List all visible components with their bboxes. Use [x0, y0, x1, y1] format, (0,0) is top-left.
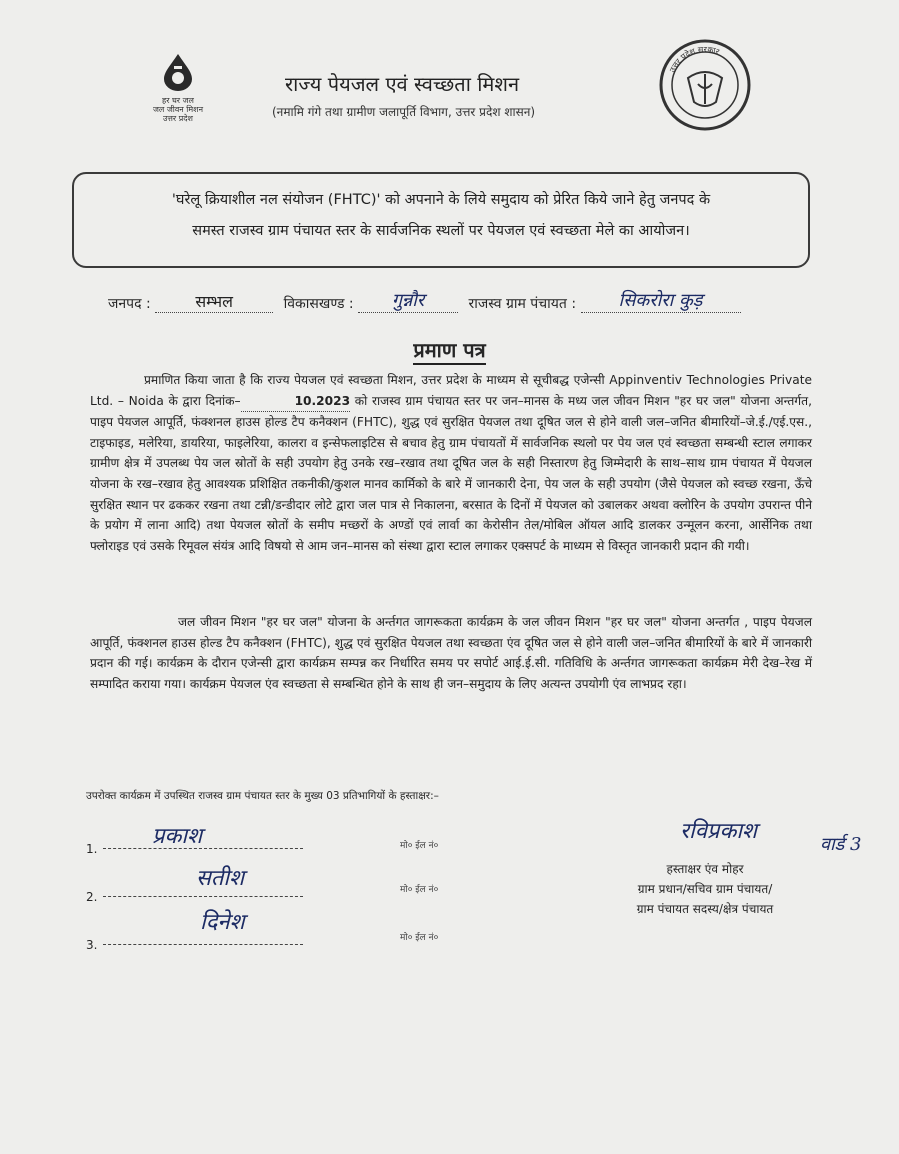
har-ghar-jal-logo	[138, 52, 218, 123]
signature-line	[103, 896, 303, 897]
district-field	[155, 290, 273, 313]
headline-line-2: समस्त राजस्व ग्राम पंचायत स्तर के सार्वजनिक स्थलों पर पेयजल एवं स्वच्छता मेले का आयोजन।	[192, 223, 690, 239]
participant-row-3: 3.	[86, 934, 303, 953]
block-field	[358, 288, 458, 313]
panchayat-value: सिकरोरा कुड़	[618, 290, 703, 311]
svg-text:उत्तर प्रदेश सरकार: उत्तर प्रदेश सरकार	[667, 44, 721, 74]
event-date: 10.2023	[241, 391, 351, 413]
participant-number: 3	[86, 938, 94, 952]
pradhan-signature: रविप्रकाश	[680, 819, 758, 844]
mission-title: राज्य पेयजल एवं स्वच्छता मिशन	[285, 72, 520, 96]
location-fields	[108, 288, 741, 313]
headline-box	[72, 172, 810, 268]
participant-3-signature: दिनेश	[200, 910, 245, 935]
logo-caption: हर घर जल जल जीवन मिशन उत्तर प्रदेश	[152, 96, 204, 123]
participant-row-1: 1.	[86, 838, 303, 857]
water-drop-icon	[160, 52, 196, 92]
participant-1-mobile-label: मो० ईल नं०	[400, 841, 439, 851]
up-government-seal-icon	[658, 38, 752, 132]
signature-line	[103, 848, 303, 849]
district-value: सम्भल	[195, 292, 234, 311]
headline-line-1: 'घरेलू क्रियाशील नल संयोजन (FHTC)' को अपनाने के लिये समुदाय को प्रेरित किये जाने हेतु जनपद के	[171, 192, 711, 208]
panchayat-field	[581, 288, 741, 313]
certificate-title: प्रमाण पत्र	[0, 336, 899, 363]
participant-2-mobile-label: मो० ईल नं०	[400, 885, 439, 895]
signature-caption: हस्ताक्षर एंव मोहर	[666, 862, 744, 876]
participant-1-signature: प्रकाश	[152, 824, 203, 849]
participant-row-2: 2.	[86, 886, 303, 905]
block-value: गुन्नौर	[391, 290, 425, 311]
participant-2-signature: सतीश	[196, 866, 245, 891]
panchayat-label: राजस्व ग्राम पंचायत :	[468, 296, 577, 312]
mission-subtitle: (नमामि गंगे तथा ग्रामीण जलापूर्ति विभाग, उत्तर प्रदेश शासन)	[272, 105, 536, 119]
signature-role-line-2: ग्राम पंचायत सदस्य/क्षेत्र पंचायत	[636, 902, 774, 916]
block-label: विकासखण्ड :	[283, 296, 354, 312]
participant-number: 1	[86, 842, 94, 856]
participant-3-mobile-label: मो० ईल नं०	[400, 933, 439, 943]
ward-number: वार्ड 3	[820, 834, 862, 855]
district-label: जनपद :	[108, 296, 151, 312]
signature-line	[103, 944, 303, 945]
participants-intro: उपरोक्त कार्यक्रम में उपस्थित राजस्व ग्राम पंचायत स्तर के मुख्य 03 प्रतिभागियों के हस्ताक्षर:–	[86, 790, 439, 802]
signature-role-line-1: ग्राम प्रधान/सचिव ग्राम पंचायत/	[637, 882, 773, 896]
participant-number: 2	[86, 890, 94, 904]
certificate-paragraph-1: प्रमाणित किया जाता है कि राज्य पेयजल एवं स्वच्छता मिशन, उत्तर प्रदेश के माध्यम से सूचीबद्ध एजेन्सी Appinventiv Technologies Private Ltd. – Noida के द्वारा दिनांक– 10.2023 को राजस्व ग्राम पंचायत स्तर पर जन–मानस के मध्य जल जीवन मिशन "हर घर जल" योजना अन्तर्गत, पाइप पेयजल आपूर्ति, फंक्शनल हाउस होल्ड टैप कनैक्शन (FHTC), शुद्ध एवं सुरक्षित पेयजल तथा दूषित जल से होने वाली जल–जनित बीमारियों–जे.ई./एई.एस., टाइफाइड, मलेरिया, डायरिया, फाइलेरिया, कालरा व इन्सेफलाइटिस से बचाव हेतु ग्राम पंचायतों में सार्वजनिक स्थलो पर पेय जल एवं स्वच्छता सम्बन्धी स्टाल लगाकर ग्रामीण क्षेत्र में उपलब्ध पेय जल स्रोतों के सही उपयोग हेतु उनके रख–रखाव तथा दूषित जल के सही निस्तारण हेतु जिम्मेदारी के साथ–साथ ग्राम पंचायत में पेयजल योजना के रख–रखाव हेतु आवश्यक प्रशिक्षित तकनीकी/कुशल मानव कार्मिको के बारे में जानकारी देना, पेय जल के सही उपयोग (जैसे पेयजल को स्वच्छ रखना, ऊँचे सुरक्षित स्थान पर ढककर रखना तथा टन्नी/डन्डीदार लोटे द्वारा जल पात्र से निकालना, बरसात के दिनों में पेयजल को उबालकर अथवा क्लोरिन के उपयोग उपरान्त पीने के प्रयोग में लाना आदि) तथा पेयजल स्रोतों के समीप मच्छरों के अण्डों एवं लार्वा का केरोसीन तेल/मोबिल ऑयल आदि डालकर उन्मूलन करना, आर्सेनिक तथा फ्लोराइड एवं उसके रिमूवल संयंत्र आदि विषयो से आम जन–मानस को संस्था द्वारा स्टाल लगाकर एक्सपर्ट के माध्यम से विस्तृत जानकारी प्रदान की गयी।	[90, 373, 812, 553]
certificate-paragraph-2: जल जीवन मिशन "हर घर जल" योजना के अर्न्तगत जागरूकता कार्यक्रम के जल जीवन मिशन "हर घर जल" योजना अन्तर्गत , पाइप पेयजल आपूर्ति, फंक्शनल हाउस होल्ड टैप कनैक्शन (FHTC), शुद्ध एवं सुरक्षित पेयजल तथा स्वच्छता एंव दूषित जल से होने वाली जल–जनित बीमारियों के बारे में जानकारी प्रदान की गई। कार्यक्रम के दौरान एजेन्सी द्वारा कार्यक्रम सम्पन्न कर निर्धारित समय पर सपोर्ट आई.ई.सी. गतिविधि के अर्न्तगत जागरूकता कार्यक्रम मेरी देख–रेख में सम्पादित कराया गया। कार्यक्रम पेयजल एंव स्वच्छता से सम्बन्धित होने के साथ ही जन–समुदाय के लिए अत्यन्त उपयोगी एंव लाभप्रद रहा।	[90, 615, 812, 691]
